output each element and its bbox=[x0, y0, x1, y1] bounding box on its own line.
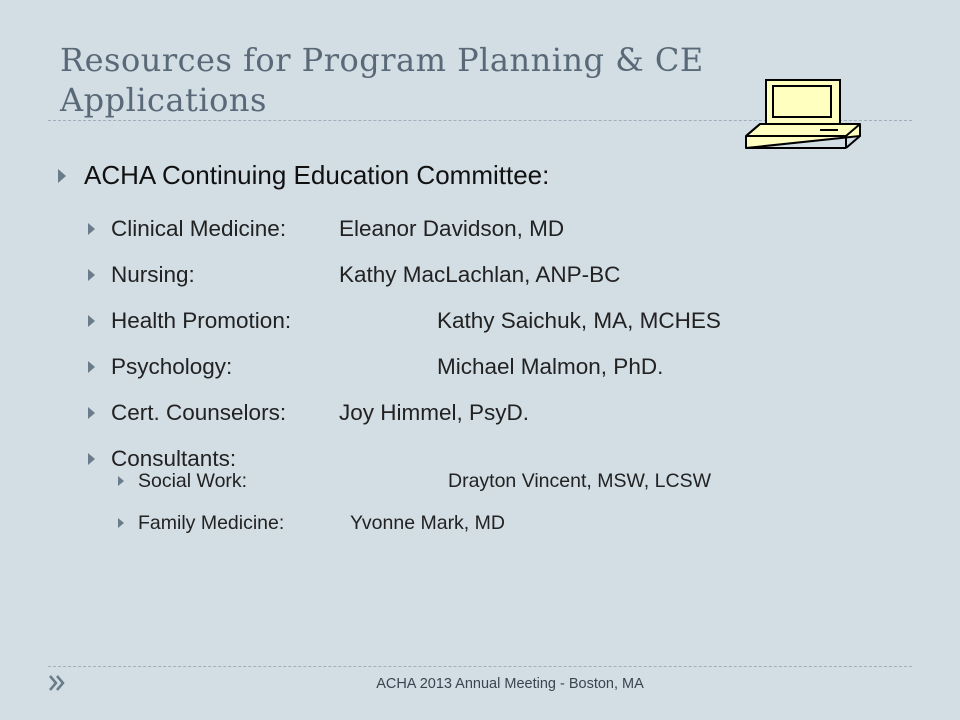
slide-title: Resources for Program Planning & CE Applications bbox=[60, 41, 704, 119]
footer-text: ACHA 2013 Annual Meeting - Boston, MA bbox=[376, 676, 644, 692]
computer-icon bbox=[742, 78, 864, 150]
consultant-role: Family Medicine: bbox=[138, 511, 285, 534]
triangle-bullet-icon bbox=[118, 476, 124, 486]
consultant-name: Yvonne Mark, MD bbox=[350, 511, 505, 534]
triangle-bullet-icon bbox=[88, 361, 95, 373]
member-name: Kathy MacLachlan, ANP-BC bbox=[339, 262, 621, 287]
list-item bbox=[88, 206, 721, 252]
triangle-bullet-icon bbox=[88, 223, 95, 235]
list-item bbox=[118, 460, 711, 502]
member-role: Cert. Counselors: bbox=[111, 400, 287, 425]
triangle-bullet-icon bbox=[88, 315, 95, 327]
consultant-name: Drayton Vincent, MSW, LCSW bbox=[448, 469, 711, 492]
list-item bbox=[88, 344, 721, 390]
main-bullet-text: ACHA Continuing Education Committee: bbox=[84, 160, 550, 190]
consultants-label: Consultants: bbox=[111, 446, 237, 471]
member-name: Eleanor Davidson, MD bbox=[339, 216, 565, 241]
triangle-bullet-icon bbox=[88, 453, 95, 465]
main-bullet bbox=[58, 160, 549, 191]
member-name: Joy Himmel, PsyD. bbox=[339, 400, 530, 425]
member-role: Clinical Medicine: bbox=[111, 216, 287, 241]
triangle-bullet-icon bbox=[88, 269, 95, 281]
list-item bbox=[88, 252, 721, 298]
triangle-bullet-icon bbox=[58, 169, 66, 183]
member-role: Health Promotion: bbox=[111, 308, 292, 333]
member-name: Michael Malmon, PhD. bbox=[437, 354, 664, 379]
list-item bbox=[118, 502, 711, 544]
committee-list bbox=[88, 206, 721, 482]
consultants-list bbox=[118, 460, 711, 544]
triangle-bullet-icon bbox=[118, 518, 124, 528]
list-item bbox=[88, 298, 721, 344]
consultant-role: Social Work: bbox=[138, 469, 248, 492]
member-role: Nursing: bbox=[111, 262, 195, 287]
list-item bbox=[88, 390, 721, 436]
member-role: Psychology: bbox=[111, 354, 233, 379]
member-name: Kathy Saichuk, MA, MCHES bbox=[437, 308, 721, 333]
triangle-bullet-icon bbox=[88, 407, 95, 419]
footer-divider bbox=[48, 666, 912, 667]
